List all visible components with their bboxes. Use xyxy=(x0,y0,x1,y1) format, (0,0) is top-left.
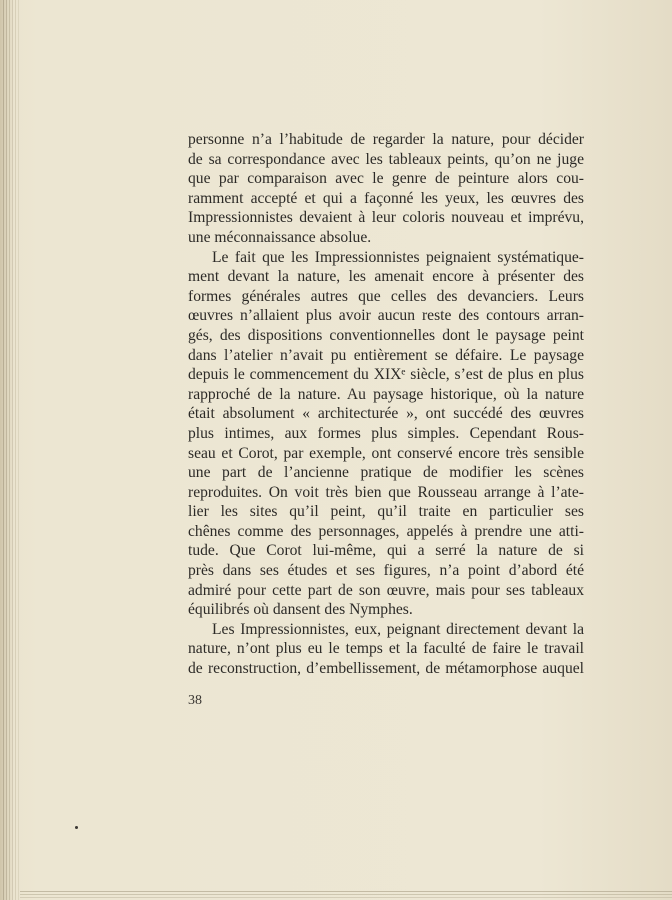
paragraph-3 xyxy=(188,620,584,679)
text-line: Les Impressionnistes, eux, peignant directement devant la xyxy=(212,620,584,638)
text-line: équilibrés où dansent des Nymphes. xyxy=(188,601,413,619)
paragraph-2 xyxy=(188,248,584,620)
text-line: Le fait que les Impressionnistes peignaient systématique- xyxy=(212,248,584,266)
text-line: formes générales autres que celles des devanciers. Leurs xyxy=(188,287,584,305)
text-line: personne n’a l’habitude de regarder la nature, pour décider xyxy=(188,131,584,148)
text-line: une part de l’ancienne pratique de modifier les scènes xyxy=(188,464,584,482)
text-line: dans l’atelier n’avait pu entièrement se défaire. Le paysage xyxy=(188,346,584,364)
text-line: ramment accepté et qui a façonné les yeux, les œuvres des xyxy=(188,189,584,207)
text-line: ment devant la nature, les amenait encore à présenter des xyxy=(188,268,584,286)
text-line: près dans ses études et ses figures, n’a point d’abord été xyxy=(188,562,584,580)
ink-speck xyxy=(75,826,78,829)
body-text xyxy=(188,130,584,679)
page-number: 38 xyxy=(188,693,202,708)
page-edge-line xyxy=(3,0,4,900)
page-edge-line xyxy=(9,0,10,900)
page-edge-line xyxy=(12,0,13,900)
text-line: chênes comme des personnages, appelés à prendre une atti- xyxy=(188,522,584,540)
page-edge-line xyxy=(15,0,16,900)
text-line: admiré pour cette part de son œuvre, mais pour ses tableaux xyxy=(188,581,584,599)
text-line: gés, des dispositions conventionnelles dont le paysage peint xyxy=(188,326,584,344)
text-line: était absolument « architecturée », ont succédé des œuvres xyxy=(188,405,584,423)
text-line: plus intimes, aux formes plus simples. Cependant Rous- xyxy=(188,424,584,442)
page-bottom-edge-line xyxy=(20,894,672,895)
text-line: seau et Corot, par exemple, ont conservé encore très sensible xyxy=(188,444,584,462)
text-line: rapproché de la nature. Au paysage historique, où la nature xyxy=(188,385,584,403)
paragraph-1 xyxy=(188,130,584,248)
text-line: depuis le commencement du XIXᵉ siècle, s’est de plus en plus xyxy=(188,366,584,384)
page-bottom-edge-line xyxy=(20,897,672,898)
text-line: de sa correspondance avec les tableaux peints, qu’on ne juge xyxy=(188,150,584,168)
text-line: que par comparaison avec le genre de peinture alors cou- xyxy=(188,170,584,188)
text-line: œuvres n’allaient plus avoir aucun reste des contours arran- xyxy=(188,307,584,325)
page-edge-line xyxy=(6,0,7,900)
page-bottom-edge-line xyxy=(20,891,672,892)
text-line: tude. Que Corot lui-même, qui a serré la nature de si xyxy=(188,542,584,560)
text-line: de reconstruction, d’embellissement, de métamorphose auquel xyxy=(188,660,584,678)
text-line: Impressionnistes devaient à leur coloris nouveau et imprévu, xyxy=(188,209,584,227)
page-edge-line xyxy=(18,0,19,900)
text-line: reproduites. On voit très bien que Rousseau arrange à l’ate- xyxy=(188,483,584,501)
text-line: nature, n’ont plus eu le temps et la faculté de faire le travail xyxy=(188,640,584,658)
text-line: lier les sites qu’il peint, qu’il traite en particulier ses xyxy=(188,503,584,521)
text-line: une méconnaissance absolue. xyxy=(188,228,372,246)
